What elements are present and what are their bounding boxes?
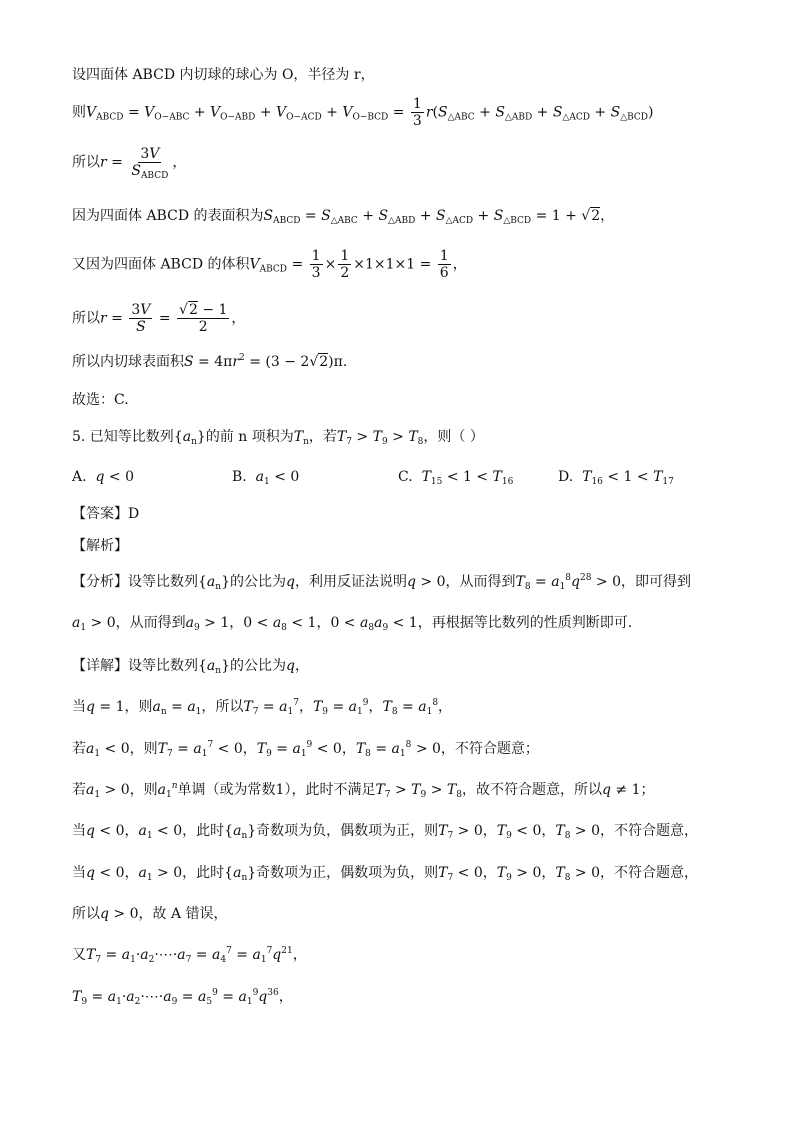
line-2-prefix: 则 [72,104,86,121]
line-5-prefix: 又因为四面体 ABCD 的体积 [72,256,250,273]
line-8-text: 故选：C. [72,392,129,408]
answer-value: D [128,506,140,522]
d1-c: ，所以 [201,699,244,715]
d4-c: 奇数项为负，偶数项为正，则 [256,823,439,839]
fenxi-text-4: ，从而得到 [445,574,516,590]
text-line-volume-split: 则$V_{ABCD} = V_{O-ABC} + V_{O-ABD} + V_{O-ACD} + V_{O-BCD}$ = $\frac{1}{3}$ $r(S_{\triangle ABC} + S_{\triangle ABD} + S_{\triangle ACD} + S_{\triangle BCD})$ [72,96,654,129]
fraction-3v-over-s: $\frac{3V}{S_{ABCD}}$ [131,146,169,181]
detail-line-2: 若$a_1 < 0$，则$T_7 = a_1^7 < 0$，$T_9 = a_1^9 < 0$，$T_8 = a_1^8 > 0$，不符合题意； [72,740,539,759]
fenxi-text-7: ，再根据等比数列的性质判断即可. [417,615,633,631]
option-d-label: D. [558,469,574,485]
answer-line [72,505,139,523]
fenxi-tag: 【分析】 [72,574,128,590]
xiangjie-text-1: 设等比数列 [128,658,198,674]
q5-mid: 的前 n 项积为 [205,429,294,445]
text-line-surface-area: 因为四面体 ABCD 的表面积为$S_{ABCD} = S_{\triangle ABC} + S_{\triangle ABD} + S_{\triangle ACD} + S_{\triangle BCD} = 1 + √2$， [72,208,615,226]
question-5-stem: 5. 已知等比数列$\{a_n\}$的前 n 项积为$T_n$，若$T_7 > T_9 > T_8$，则（ ） [72,429,484,447]
d5-b: ，此时 [182,865,225,881]
text-line-choice-c [72,391,129,409]
detail-line-4: 当q < 0，$a_1 < 0$，此时$\{a_n\}$奇数项为负，偶数项为正，则$T_7 > 0$，$T_9 < 0$，$T_8 > 0$，不符合题意， [72,823,699,841]
option-b: B. $a_1 < 0$ [232,469,300,487]
option-a: A. q < 0 [72,469,134,485]
line-1-text: 设四面体 ABCD 内切球的球心为 O，半径为 r， [72,67,375,83]
fenxi-line-1: 【分析】设等比数列$\{a_n\}$的公比为q，利用反证法说明q > 0，从而得到$T_8 = a_1^8q^{28} > 0$，即可得到 [72,573,691,592]
xiangjie-text-2: 的公比为 [230,658,286,674]
fenxi-text-6: ，从而得到 [115,615,186,631]
q5-prefix: 5. 已知等比数列 [72,429,174,445]
d3-b: ，则 [129,782,158,798]
detail-line-8: $T_9$ = $a_1\cdot a_2\cdot\cdots\cdot a_9 = a_5^9 = a_1^9q^{36}$， [72,988,293,1007]
option-d: D. $T_{16} < 1 < T_{17}$ [558,469,674,487]
d4-end: ，不符合题意， [600,823,699,839]
d5-c: 奇数项为正，偶数项为负，则 [256,865,439,881]
d4-b: ，此时 [182,823,225,839]
d2-b: ，则 [129,741,158,757]
xiangjie-line: 【详解】设等比数列$\{a_n\}$的公比为q， [72,658,309,676]
fenxi-text-1: 设等比数列 [128,574,198,590]
answer-tag: 【答案】 [72,506,128,522]
analysis-tag: 【解析】 [72,538,128,554]
line-4-prefix: 因为四面体 ABCD 的表面积为 [72,208,264,224]
detail-line-6: 所以q > 0，故 A 错误， [72,906,228,922]
d2-a: 若 [72,741,86,757]
fenxi-text-3: ，利用反证法说明 [294,574,407,590]
text-line-volume: 又因为四面体 ABCD 的体积$V_{ABCD}$ = $\frac{1}{3}$ × $\frac{1}{2}$ ×1×1×1 = $\frac{1}{6}$ ， [72,248,467,281]
d2-end: ，不符合题意； [440,741,539,757]
text-line-incircle-center [72,66,375,84]
line-6-prefix: 所以 [72,310,100,327]
fenxi-text-5: ，即可得到 [621,574,691,590]
d1-b: ，则 [124,699,153,715]
detail-line-7: 又$T_7$ = $a_1\cdot a_2\cdot\cdots\cdot a_7 = a_4^7 = a_1^7q^{21}$， [72,946,307,965]
d4-a: 当 [72,823,86,839]
d3-a: 若 [72,782,86,798]
option-b-label: B. [232,469,247,485]
d5-a: 当 [72,865,86,881]
text-line-r-formula: 所以r = $\frac{3V}{S_{ABCD}}$ ， [72,146,187,181]
d6-a: 所以 [72,906,100,922]
line-3-prefix: 所以 [72,154,100,171]
d7-a: 又 [72,947,86,963]
q5-cond: ，若 [308,429,337,445]
fenxi-line-2: $a_1 > 0$，从而得到$a_9 > 1$，$0 < a_8 < 1$，$0 < a_8a_9 < 1$，再根据等比数列的性质判断即可. [72,615,633,633]
option-c: C. $T_{15} < 1 < T_{16}$ [398,469,514,487]
xiangjie-tag: 【详解】 [72,658,128,674]
d3-d: ，故不符合题意，所以 [461,782,602,798]
text-line-sphere-area: 所以内切球表面积$S = 4\pi r^2 = (3 - 2√2)\pi$. [72,353,348,370]
fenxi-text-2: 的公比为 [230,574,286,590]
analysis-tag-line [72,537,128,555]
fraction-one-third: $\frac{1}{3}$ [412,96,422,129]
line-7-prefix: 所以内切球表面积 [72,354,184,370]
d6-b: ，故 A 错误， [138,906,228,922]
d3-c: 单调（或为常数1），此时不满足 [177,782,376,798]
option-a-label: A. [72,469,87,485]
option-c-label: C. [398,469,413,485]
q5-end: ，则（ ） [423,429,484,445]
detail-line-3: 若$a_1 > 0$，则$a_1^n$单调（或为常数1），此时不满足$T_7 > T_9 > T_8$，故不符合题意，所以q ≠ 1； [72,781,655,800]
text-line-r-value: 所以r = $\frac{3V}{S}$ = $\frac{√2 - 1}{2}$ ， [72,302,246,335]
d1-a: 当 [72,699,86,715]
detail-line-1: 当q = 1，则$a_n = a_1$，所以$T_7 = a_1^7$，$T_9 = a_1^9$，$T_8 = a_1^8$， [72,698,453,717]
d5-end: ，不符合题意， [600,865,699,881]
detail-line-5: 当q < 0，$a_1 > 0$，此时$\{a_n\}$奇数项为正，偶数项为负，则$T_7 < 0$，$T_9 > 0$，$T_8 > 0$，不符合题意， [72,865,699,883]
